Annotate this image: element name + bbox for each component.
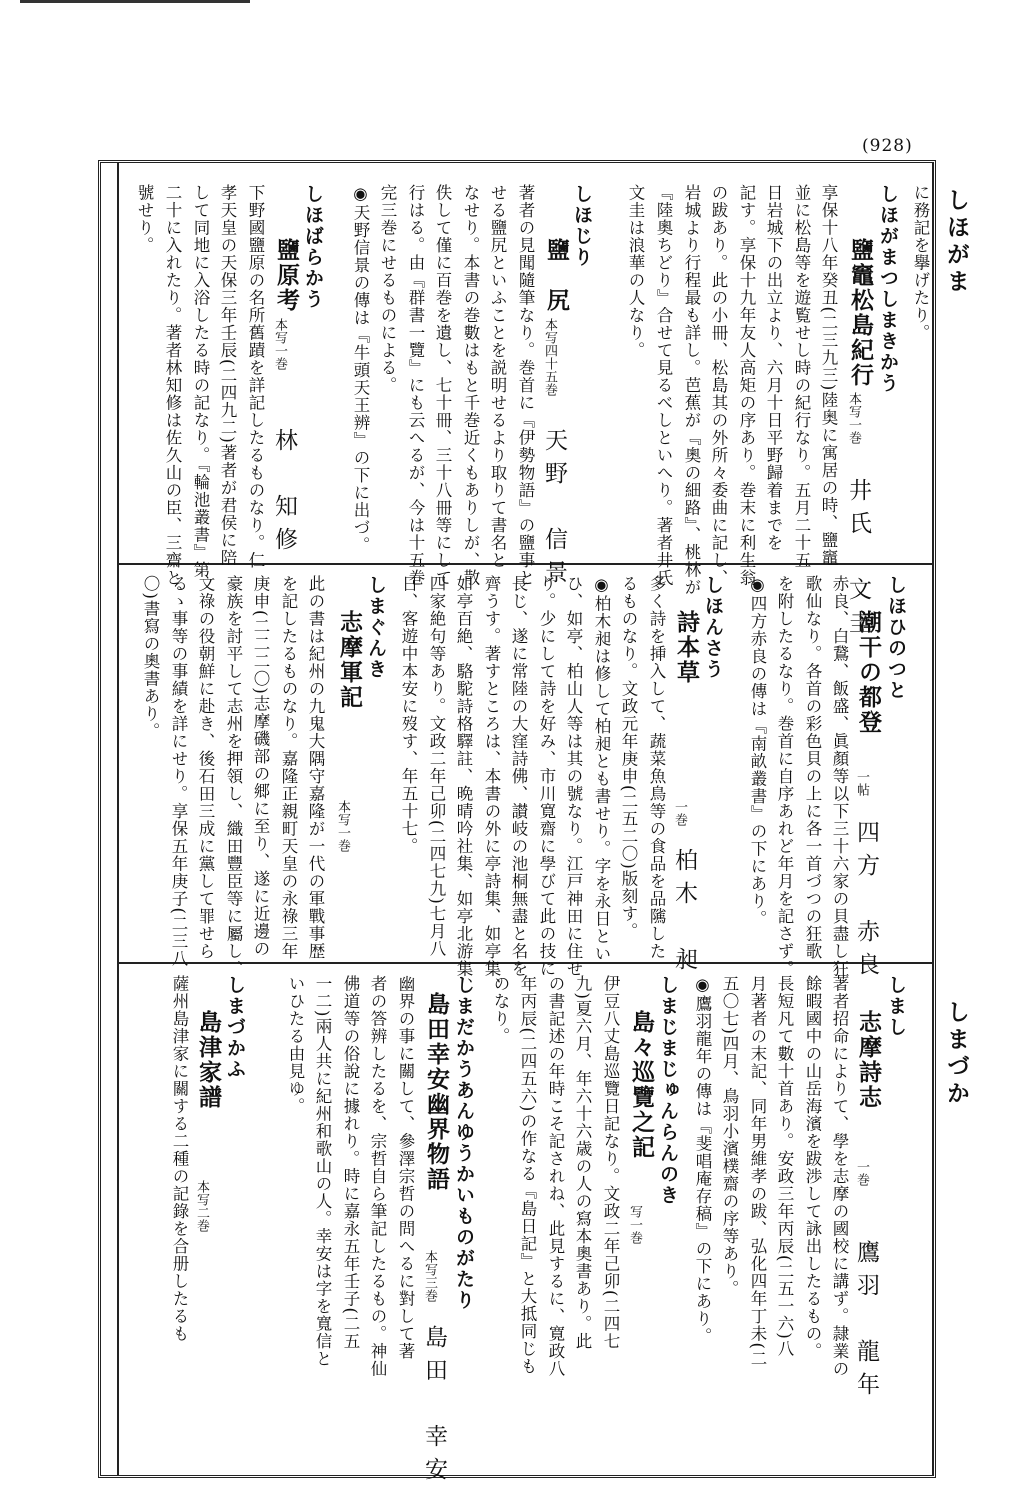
- entry-volume-count: 本写四十五巻: [542, 318, 557, 396]
- entry-body-line: 並に松島等を遊覧せし時の紀行なり。五月二十五: [792, 184, 811, 569]
- entry-title: 鹽 尻: [543, 238, 570, 313]
- entry-body-line: せる鹽尻といふことを説明せるより取りて書名と: [488, 184, 507, 569]
- entry-body-line: なせり。本書の巻數はもと千巻近くもありしが、散: [461, 184, 480, 587]
- entry-body-line: 伊豆八丈島巡覽日記なり。文政二年己卯(二四七: [601, 975, 620, 1350]
- entry-body-line: 年丙辰(二四五六)の作なる『島日記』と大抵同じも: [518, 975, 537, 1375]
- entry-body-line: ◉四方赤良の傳は『南畝叢書』の下にあり。: [748, 575, 767, 928]
- entry-title: 潮干の都登: [855, 610, 882, 735]
- entry-body-line: に務記を擧げたり。: [911, 184, 930, 342]
- entry-volume-count: 本写一巻: [272, 318, 287, 370]
- entry-body-line: 行はる。由『群書一覽』にも云へるが、今は十五巻: [406, 184, 425, 587]
- entry-title: 島津家譜: [195, 1010, 222, 1110]
- entry-body-line: 薩州島津家に關する二種の記錄を合册したるも: [170, 975, 189, 1343]
- entry-body-line: のなり。: [491, 975, 510, 1045]
- entry-body-line: して同地に入浴したる時の記なり。『輪池叢書』第: [191, 184, 210, 579]
- entry-body-line: り。少にして詩を好み、市川寛齋に學びて此の技に: [537, 575, 556, 978]
- entry-heading-kana: しほばらかう: [302, 184, 324, 310]
- entry-body-line: 完三巻にせるものによる。: [378, 184, 397, 394]
- entry-title: 詩本草: [673, 610, 700, 685]
- entry-title: 志摩詩志: [855, 1010, 882, 1110]
- entry-body-line: 歌仙なり。各首の彩色貝の上に各一首づつの狂歌: [803, 575, 822, 960]
- entry-body-line: 豪族を討平して志州を押領し、織田豐臣等に屬し、: [224, 575, 243, 978]
- entry-body-line: 四家絶句等あり。文政二年己卯(二四七九)七月八: [427, 575, 446, 958]
- entry-body-line: を記したるものなり。嘉隆正親町天皇の永祿三年: [279, 575, 298, 960]
- entry-body-line: の跋あり。此の小冊、松島其の外所々委曲に記し、: [709, 184, 728, 587]
- entry-body-line: を附したるなり。巻首に自序あれど年月を記さず。: [775, 575, 794, 978]
- entry-body-line: 『陸奧ちどり』合せて見るべしといへり。著者井氏: [654, 184, 673, 587]
- entry-body-line: 者の答辨したるを、宗哲自ら筆記したるもの。神仙: [368, 975, 387, 1378]
- entry-author: 柏木 昶: [671, 848, 697, 980]
- entry-author: 井氏 文圭: [845, 478, 871, 643]
- entry-author: 林 知修: [271, 428, 297, 560]
- entry-volume-count: 本写一巻: [335, 800, 350, 852]
- entry-body-line: 日、客遊中本安に歿す、年五十七。: [399, 575, 418, 855]
- entry-body-line: 孝天皇の天保三年壬辰(二四九二)著者が君侯に陪: [218, 184, 237, 567]
- entry-body-line: 一二)兩人共に紀州和歌山の人。幸安は字を寬信と: [313, 975, 332, 1368]
- entry-heading-kana: しまぐんき: [365, 575, 387, 680]
- entry-author: 天野 信景: [541, 428, 567, 593]
- entry-heading-kana: しほひのつと: [885, 575, 907, 701]
- entry-body-line: 此の書は紀州の九鬼大隅守嘉隆が一代の軍戰事歴: [306, 575, 325, 960]
- entry-body-line: 文圭は浪華の人なり。: [626, 184, 645, 359]
- entry-body-line: 佛道等の俗說に據れり。時に嘉永五年壬子(二五: [341, 975, 360, 1350]
- entry-body-line: 享保十八年癸丑(二三九三)陸奥に寓居の時、鹽竈: [819, 184, 838, 567]
- entry-title: 島田幸安幽界物語: [423, 992, 450, 1192]
- entry-volume-count: 一巻: [672, 800, 687, 826]
- entry-body-line: 佚して僅に百巻を遺し、七十冊、三十八冊等にして: [433, 184, 452, 587]
- frame-inner-left-rule: [117, 163, 119, 1476]
- entry-body-line: 多く詩を挿入して、蔬菜魚鳥等の食品を品隲した: [647, 575, 666, 960]
- entry-body-line: 月著者の末記、同年男維孝の跋、弘化四年丁未(二: [748, 975, 767, 1368]
- entry-body-line: 號せり。: [135, 184, 154, 254]
- entry-body-line: 五〇七)四月、鳥羽小濱樸齋の序等あり。: [720, 975, 739, 1298]
- entry-title: 鹽原考: [273, 238, 300, 313]
- entry-body-line: ◉柏木昶は修して柏昶とも書せり。字を永日とい: [592, 575, 611, 963]
- entry-body-line: 長短凡て數十首あり。安政三年丙辰(二五一六)八: [775, 975, 794, 1358]
- entry-body-line: 〇)書寫の奧書あり。: [141, 575, 160, 740]
- entry-body-line: 幽界の事に關して、參澤宗哲の問へるに對して著: [396, 975, 415, 1360]
- entry-body-line: 長じ、遂に常陸の大窪詩佛、讃岐の池桐無盡と名を: [509, 575, 528, 978]
- entry-body-line: 九)夏六月、年六十六歳の人の寫本奧書あり。此: [573, 975, 592, 1350]
- entry-body-line: 日岩城下の出立より、六月十日平野歸着までを: [764, 184, 783, 552]
- entry-body-line: るゝ事等の事績を詳にせり。享保五年庚子(二三八: [169, 575, 188, 968]
- entry-author: 鷹羽 龍年: [853, 1240, 879, 1405]
- entry-title: 鹽竈松島紀行: [847, 238, 874, 388]
- entry-body-line: 岩城より行程最も詳し。芭蕉が『奧の細路』、桃林が: [682, 184, 701, 596]
- frame-inner-right-rule: [932, 163, 934, 1476]
- entry-title: 志摩軍記: [336, 610, 363, 710]
- entry-body-line: 記す。享保十九年友人高矩の序あり。巻末に利生翁: [737, 184, 756, 587]
- entry-volume-count: 写一巻: [627, 1205, 642, 1244]
- entry-volume-count: 本写三巻: [422, 1250, 437, 1302]
- entry-heading-kana: しまし: [885, 975, 907, 1038]
- entry-author: 島田 幸安: [421, 1325, 447, 1490]
- entry-body-line: 餘暇國中の山岳海濱を跋渉して詠出したるもの。: [803, 975, 822, 1360]
- running-head-bottom: しまづか: [943, 1000, 969, 1108]
- entry-title: 島々巡覽之記: [628, 1010, 655, 1160]
- entry-body-line: 二十に入れたり。著者林知修は佐久山の臣、三齋と: [163, 184, 182, 587]
- entry-volume-count: 一帖: [854, 770, 869, 796]
- entry-body-line: ◉天野信景の傳は『牛頭天王辨』の下に出づ。: [351, 184, 370, 554]
- entry-body-line: 庚申(二二二〇)志摩磯部の郷に至り、遂に近邊の: [251, 575, 270, 958]
- entry-volume-count: 一巻: [854, 1160, 869, 1186]
- entry-heading-kana: しまづかふ: [224, 975, 246, 1080]
- entry-volume-count: 本写一巻: [846, 392, 861, 444]
- entry-body-line: いひたる由見ゆ。: [286, 975, 305, 1115]
- top-rule: [20, 0, 250, 11]
- entry-heading-kana: しほじり: [571, 184, 593, 268]
- entry-volume-count: 本写二巻: [194, 1180, 209, 1232]
- entry-heading-kana: しまだかうあんゆうかいものがたり: [453, 975, 475, 1311]
- entry-body-line: 著者招命によりて、學を志摩の國校に講ず。隷業の: [830, 975, 849, 1378]
- entry-body-line: ◉鷹羽龍年の傳は『斐唱庵存稿』の下にあり。: [693, 975, 712, 1345]
- page-number: (928): [862, 136, 913, 156]
- entry-body-line: 下野國鹽原の名所舊蹟を詳記したるものなり。仁: [246, 184, 265, 569]
- entry-body-line: 著者の見聞隨筆なり。巻首に『伊勢物語』の鹽事と: [516, 184, 535, 587]
- entry-body-line: るものなり。文政元年庚申(二五二〇)版刻す。: [619, 575, 638, 940]
- entry-heading-kana: しほんさう: [702, 575, 724, 680]
- running-head-top: しほがま: [943, 188, 969, 296]
- entry-heading-kana: しまじまじゅんらんのき: [657, 975, 679, 1206]
- entry-author: 四方 赤良: [853, 820, 879, 985]
- entry-body-line: 齊うす。著すところは、本書の外に亭詩集、如亭集、: [482, 575, 501, 995]
- entry-body-line: 文祿の役朝鮮に赴き、後石田三成に黨して罪せら: [196, 575, 215, 960]
- entry-body-line: 如亭百絶、駱駝詩格驛註、晩晴吟社集、如亭北游集、: [454, 575, 473, 995]
- entry-body-line: 赤良、白鵞、飯盛、眞顏等以下三十六家の貝盡し狂: [830, 575, 849, 978]
- entry-heading-kana: しほがまつしまきかう: [877, 184, 899, 394]
- entry-body-line: ひ、如亭、柏山人等は其の號なり。江戸神田に住せ: [564, 575, 583, 978]
- entry-body-line: の書記述の年時こそ記されね、此見するに、寛政八: [546, 975, 565, 1378]
